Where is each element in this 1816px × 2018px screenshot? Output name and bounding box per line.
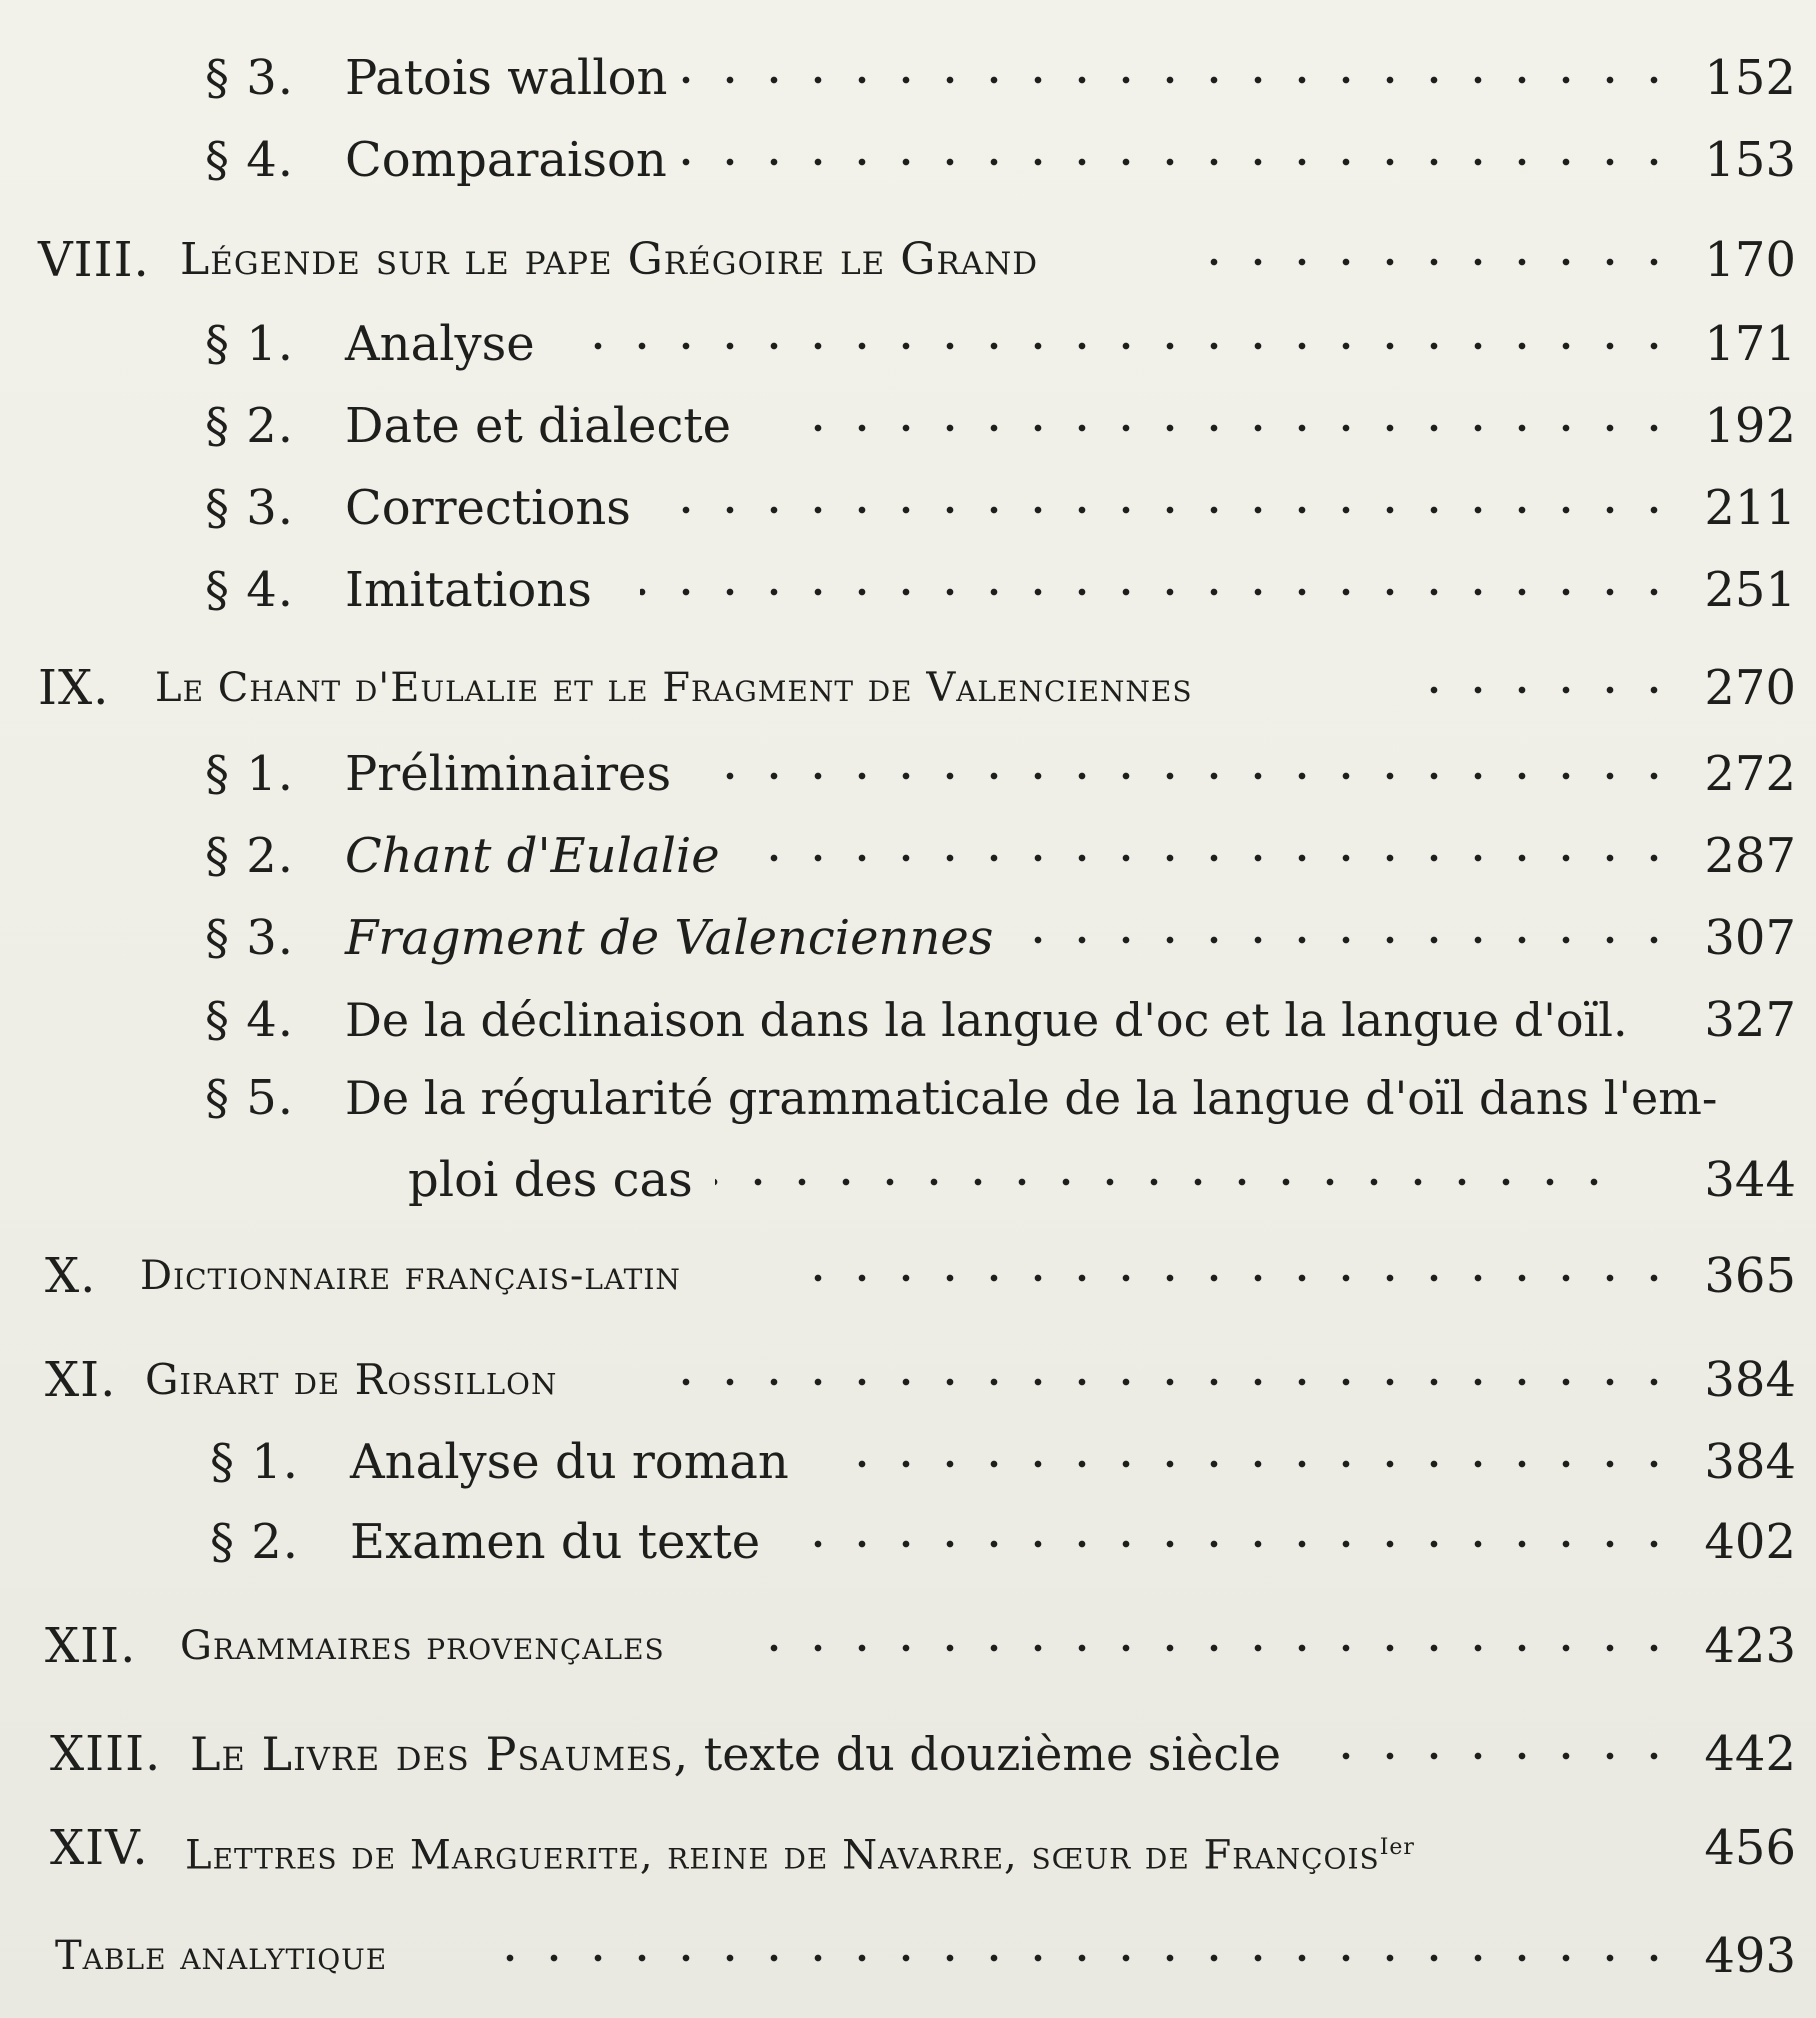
toc-entry bbox=[0, 46, 1816, 110]
entry-title: Chant d'Eulalie bbox=[345, 828, 720, 884]
chapter-title: Grammaires provençales bbox=[180, 1623, 665, 1669]
page-number: 251 bbox=[1704, 562, 1796, 618]
toc-entry-continuation bbox=[0, 1148, 1816, 1212]
page-number: 307 bbox=[1704, 910, 1796, 966]
page-number: 270 bbox=[1704, 660, 1796, 716]
dot-leader bbox=[1430, 686, 1676, 694]
superscript: Ier bbox=[1379, 1835, 1415, 1860]
dot-leader bbox=[470, 1954, 1676, 1962]
entry-title-continuation: ploi des cas bbox=[408, 1152, 693, 1208]
chapter-title: Le Chant d'Eulalie et le Fragment de Valenciennes bbox=[155, 665, 1193, 711]
entry-title: Préliminaires bbox=[345, 746, 672, 802]
entry-number: § 3. bbox=[205, 50, 295, 106]
toc-entry bbox=[0, 558, 1816, 622]
entry-number: § 5. bbox=[205, 1070, 295, 1126]
page-number: 442 bbox=[1704, 1726, 1796, 1782]
chapter-number: IX. bbox=[38, 660, 110, 716]
entry-number: § 4. bbox=[205, 132, 295, 188]
entry-title: De la régularité grammaticale de la langue d'oïl dans l'em- bbox=[345, 1071, 1718, 1125]
entry-title: Analyse du roman bbox=[350, 1434, 789, 1490]
toc-entry bbox=[0, 128, 1816, 192]
chapter-title-smallcaps: Le Livre des Psaumes, bbox=[190, 1727, 690, 1781]
chapter-title: Dictionnaire français-latin bbox=[140, 1253, 681, 1299]
chapter-number: VIII. bbox=[38, 232, 150, 288]
entry-number: § 4. bbox=[205, 992, 295, 1048]
dot-leader bbox=[790, 1274, 1676, 1282]
toc-entry bbox=[0, 394, 1816, 458]
entry-number: § 3. bbox=[205, 480, 295, 536]
entry-title: Imitations bbox=[345, 562, 592, 618]
entry-title: Comparaison bbox=[345, 132, 667, 188]
dot-leader bbox=[700, 772, 1676, 780]
chapter-number: XI. bbox=[45, 1352, 117, 1408]
toc-entry bbox=[0, 1510, 1816, 1574]
entry-number: § 2. bbox=[210, 1514, 300, 1570]
dot-leader bbox=[800, 1540, 1676, 1548]
toc-entry bbox=[0, 476, 1816, 540]
page-number: 171 bbox=[1704, 316, 1796, 372]
dot-leader bbox=[830, 1460, 1676, 1468]
dot-leader bbox=[660, 506, 1676, 514]
page-number: 327 bbox=[1704, 992, 1796, 1048]
entry-number: § 4. bbox=[205, 562, 295, 618]
page-number: 287 bbox=[1704, 828, 1796, 884]
entry-title: Examen du texte bbox=[350, 1514, 761, 1570]
page-number: 456 bbox=[1704, 1820, 1796, 1876]
toc-entry bbox=[0, 906, 1816, 970]
toc-entry bbox=[0, 312, 1816, 376]
toc-chapter bbox=[0, 656, 1816, 720]
dot-leader bbox=[1030, 936, 1676, 944]
dot-leader bbox=[1210, 258, 1676, 266]
page-number: 402 bbox=[1704, 1514, 1796, 1570]
chapter-number: X. bbox=[45, 1248, 97, 1304]
toc-entry bbox=[0, 742, 1816, 806]
page-number: 152 bbox=[1704, 50, 1796, 106]
entry-title: Patois wallon bbox=[345, 50, 668, 106]
dot-leader bbox=[640, 588, 1676, 596]
chapter-number: XIV. bbox=[50, 1820, 149, 1876]
entry-title: Analyse bbox=[345, 316, 535, 372]
page-number: 211 bbox=[1704, 480, 1796, 536]
toc-entry bbox=[0, 824, 1816, 888]
dot-leader bbox=[760, 854, 1676, 862]
chapter-title: Légende sur le pape Grégoire le Grand bbox=[180, 234, 1039, 285]
chapter-title bbox=[185, 1816, 1415, 1887]
toc-chapter bbox=[0, 1614, 1816, 1678]
toc-chapter bbox=[0, 1244, 1816, 1308]
entry-number: § 1. bbox=[210, 1434, 300, 1490]
page-number: 493 bbox=[1704, 1928, 1796, 1984]
toc-entry bbox=[0, 1430, 1816, 1494]
chapter-number: XII. bbox=[45, 1618, 137, 1674]
dot-leader bbox=[715, 1178, 1616, 1186]
page-number: 272 bbox=[1704, 746, 1796, 802]
entry-title: Fragment de Valenciennes bbox=[345, 910, 994, 966]
chapter-title bbox=[190, 1722, 1281, 1786]
dot-leader bbox=[560, 342, 1676, 350]
page-number: 344 bbox=[1704, 1152, 1796, 1208]
dot-leader bbox=[780, 424, 1676, 432]
chapter-title: Girart de Rossillon bbox=[145, 1355, 558, 1404]
chapter-number: XIII. bbox=[50, 1726, 162, 1782]
entry-number: § 1. bbox=[205, 746, 295, 802]
toc-entry bbox=[0, 988, 1816, 1052]
entry-title: De la déclinaison dans la langue d'oc et la langue d'oïl. bbox=[345, 993, 1628, 1047]
toc-entry bbox=[0, 1066, 1816, 1130]
chapter-title-text: Lettres de Marguerite, reine de Navarre, sœur de François bbox=[185, 1832, 1380, 1879]
chapter-title-rest: texte du douzième siècle bbox=[703, 1727, 1282, 1781]
page-number: 192 bbox=[1704, 398, 1796, 454]
dot-leader bbox=[650, 1378, 1676, 1386]
page-number: 423 bbox=[1704, 1618, 1796, 1674]
entry-number: § 3. bbox=[205, 910, 295, 966]
chapter-title: Table analytique bbox=[55, 1933, 388, 1979]
page-number: 384 bbox=[1704, 1434, 1796, 1490]
page-number: 384 bbox=[1704, 1352, 1796, 1408]
dot-leader bbox=[680, 76, 1676, 84]
toc-chapter bbox=[0, 1924, 1816, 1988]
toc-chapter bbox=[0, 1722, 1816, 1786]
toc-chapter bbox=[0, 1348, 1816, 1412]
entry-number: § 1. bbox=[205, 316, 295, 372]
dot-leader bbox=[1330, 1752, 1676, 1760]
page-number: 170 bbox=[1704, 232, 1796, 288]
dot-leader bbox=[680, 158, 1676, 166]
entry-number: § 2. bbox=[205, 398, 295, 454]
page-number: 365 bbox=[1704, 1248, 1796, 1304]
dot-leader bbox=[760, 1644, 1676, 1652]
toc-chapter bbox=[0, 228, 1816, 292]
toc-chapter bbox=[0, 1816, 1816, 1880]
entry-number: § 2. bbox=[205, 828, 295, 884]
entry-title: Date et dialecte bbox=[345, 398, 732, 454]
entry-title: Corrections bbox=[345, 480, 631, 536]
page-number: 153 bbox=[1704, 132, 1796, 188]
